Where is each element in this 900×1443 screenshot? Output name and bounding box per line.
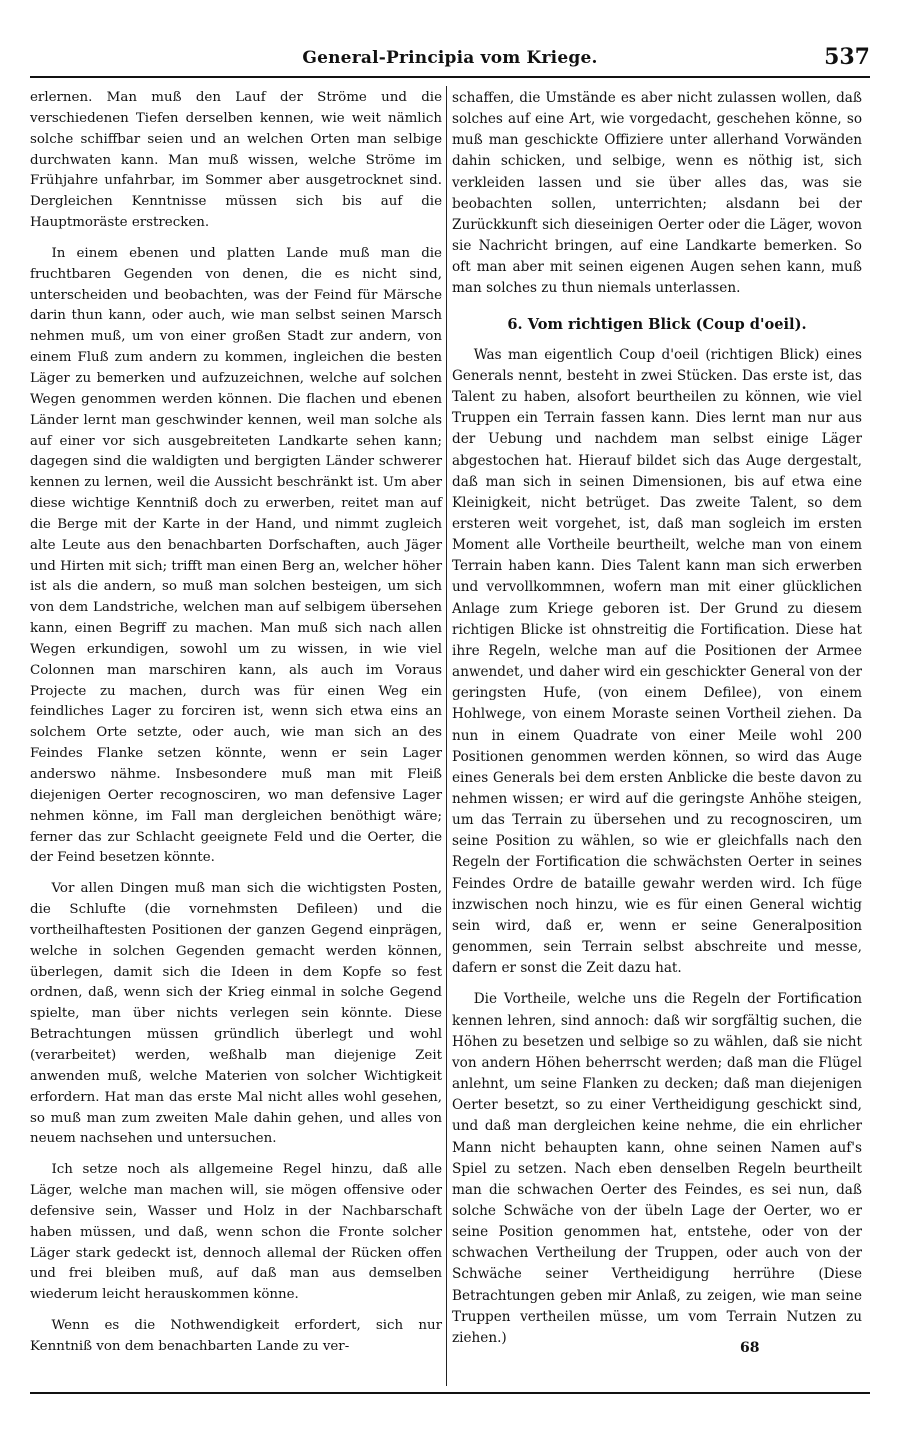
left-column [30, 88, 442, 1368]
paragraph: Ich setze noch als allgemeine Regel hinzu, daß alle Läger, welche man machen will, sie mögen offensive oder defensive sein, Wasser und Holz in der Nachbarschaft haben müssen, und daß, wenn schon die Fronte solcher Läger stark gedeckt ist, dennoch allemal der Rücken offen und frei bleiben muß, auf daß man aus demselben wiederum leicht herauskommen könne. [30, 1162, 442, 1303]
paragraph: Wenn es die Nothwendigkeit erfordert, sich nur Kenntniß von dem benachbarten Lande zu ver- [30, 1318, 442, 1354]
right-column [452, 88, 862, 1359]
paragraph: Vor allen Dingen muß man sich die wichtigsten Posten, die Schlufte (die vornehmsten Defileen) und die vortheilhaftesten Positionen der ganzen Gegend einprägen, welche in solchen Gegenden gemacht werden können, überlegen, damit sich die Ideen in dem Kopfe so fest ordnen, daß, wenn sich der Krieg einmal in solche Gegend spielte, man über nichts verlegen sein könnte. Diese Betrachtungen müssen gründlich überlegt und wohl (verarbeitet) werden, weßhalb man diejenige Zeit anwenden muß, welche Materien von solcher Wichtigkeit erfordern. Hat man das erste Mal nicht alles wohl gesehen, so muß man zum zweiten Male dahin gehen, und alles von neuem nachsehen und untersuchen. [30, 881, 442, 1147]
header-rule [30, 76, 870, 78]
paragraph: In einem ebenen und platten Lande muß man die fruchtbaren Gegenden von denen, die es nicht sind, unterscheiden und beobachten, was der Feind für Märsche darin thun kann, oder auch, wie man selbst seinen Marsch nehmen muß, um von einer großen Stadt zur andern, von einem Fluß zum andern zu kommen, ingleichen die besten Läger zu bemerken und aufzuzeichnen, welche auf solchen Wegen genommen werden können. Die flachen und ebenen Länder lernt man geschwinder kennen, weil man solche als auf einer vor sich ausgebreiteten Landkarte sehen kann; dagegen sind die waldigten und bergigten Länder schwerer kennen zu lernen, weil die Aussicht beschränkt ist. Um aber diese wichtige Kenntniß doch zu erwerben, reitet man auf die Berge mit der Karte in der Hand, und nimmt zugleich alte Leute aus den benachbarten Dorfschaften, auch Jäger und Hirten mit sich; trifft man einen Berg an, welcher höher ist als die andern, so muß man solchen besteigen, um sich von dem Landstriche, welchen man auf selbigem übersehen kann, einen Begriff zu machen. Man muß sich nach allen Wegen erkundigen, sowohl um zu wissen, in wie viel Colonnen man marschiren kann, als auch im Voraus Projecte zu machen, durch was für einen Weg ein feindliches Lager zu forciren ist, wenn sich etwa eins an solchem Orte setzte, oder auch, wie man sich an des Feindes Flanke setzen könnte, wenn er sein Lager anderswo nähme. Insbesondere muß man mit Fleiß diejenigen Oerter recognosciren, wo man defensive Lager nehmen könne, im Fall man dergleichen benöthigt wäre; ferner das zur Schlacht geeignete Feld und die Oerter, die der Feind besetzen könnte. [30, 245, 442, 866]
bottom-rule [30, 1392, 870, 1394]
section-heading: 6. Vom richtigen Blick (Coup d'oeil). [507, 315, 807, 333]
column-divider [446, 86, 447, 1386]
paragraph: Was man eigentlich Coup d'oeil (richtigen Blick) eines Generals nennt, besteht in zwei Stücken. Das erste ist, das Talent zu haben, alsofort beurtheilen zu können, wie viel Truppen ein Terrain fassen kann. Dies lernt man nur aus der Uebung und nachdem man selbst einige Läger abgestochen hat. Hierauf bildet sich das Auge dergestalt, daß man sich in seinen Dimensionen, bis auf etwa eine Kleinigkeit, nicht betrüget. Das zweite Talent, so dem ersteren weit vorgehet, ist, daß man sogleich im ersten Moment alle Vortheile beurtheilt, welche man von einem Terrain haben kann. Dies Talent kann man sich erwerben und vervollkommnen, wofern man mit einer glücklichen Anlage zum Kriege geboren ist. Der Grund zu diesem richtigen Blicke ist ohnstreitig die Fortification. Diese hat ihre Regeln, welche man auf die Positionen der Armee anwendet, und daher wird ein geschickter General von der geringsten Hufe, (von einem Defilee), von einem Hohlwege, von einem Moraste seinen Vortheil ziehen. Da nun in einem Quadrate von einer Meile wohl 200 Positionen genommen werden können, so wird das Auge eines Generals bei dem ersten Anblicke die beste davon zu nehmen wissen; er wird auf die geringste Anhöhe steigen, um das Terrain zu übersehen und zu recognosciren, um seine Position zu wählen, so wie er gleichfalls nach den Regeln der Fortification die schwächsten Oerter in seines Feindes Ordre de bataille gewahr werden wird. Ich füge inzwischen noch hinzu, wie es für einen General wichtig sein wird, daß er, wenn er seine Generalposition genommen, sein Terrain selbst abschreite und messe, dafern er sonst die Zeit dazu hat. [452, 346, 862, 977]
page-header [30, 44, 870, 74]
page-number: 537 [824, 44, 870, 70]
signature-mark: 68 [740, 1340, 760, 1356]
paragraph: erlernen. Man muß den Lauf der Ströme und die verschiedenen Tiefen derselben kennen, wie weit nämlich solche schiffbar seien und an welchen Orten man selbige durchwaten kann. Man muß wissen, welche Ströme im Frühjahre unfahrbar, im Sommer aber ausgetrocknet sind. Dergleichen Kenntnisse müssen sich bis auf die Hauptmoräste erstrecken. [30, 90, 442, 231]
running-title: General-Principia vom Kriege. [302, 48, 598, 68]
paragraph: Die Vortheile, welche uns die Regeln der Fortification kennen lehren, sind annoch: daß wir sorgfältig suchen, die Höhen zu besetzen und selbige so zu wählen, daß sie nicht von andern Höhen beherrscht werden; daß man die Flügel anlehnt, um seine Flanken zu decken; daß man diejenigen Oerter besetzt, so zu einer Vertheidigung geschickt sind, und daß man dergleichen keine nehme, die ein ehrlicher Mann nicht behaupten kann, ohne seinen Namen auf's Spiel zu setzen. Nach eben denselben Regeln beurtheilt man die schwachen Oerter des Feindes, es sei nun, daß solche Schwäche von der übeln Lage der Oerter, wo er seine Position genommen hat, entstehe, oder von der schwachen Vertheilung der Truppen, oder auch von der Schwäche seiner Vertheidigung herrühre (Diese Betrachtungen geben mir Anlaß, zu zeigen, wie man seine Truppen vertheilen müsse, um vom Terrain Nutzen zu ziehen.) [452, 991, 862, 1346]
paragraph: schaffen, die Umstände es aber nicht zulassen wollen, daß solches auf eine Art, wie vorgedacht, geschehen könne, so muß man geschickte Offiziere unter allerhand Vorwänden dahin schicken, und selbige, wenn es nöthig ist, sich verkleiden lassen und sie über alles das, was sie beobachten sollen, unterrichten; alsdann bei der Zurückkunft sich dieseinigen Oerter oder die Läger, wovon sie Nachricht bringen, auf eine Landkarte bemerken. So oft man aber mit seinen eigenen Augen sehen kann, muß man solches zu thun niemals unterlassen. [452, 90, 862, 297]
